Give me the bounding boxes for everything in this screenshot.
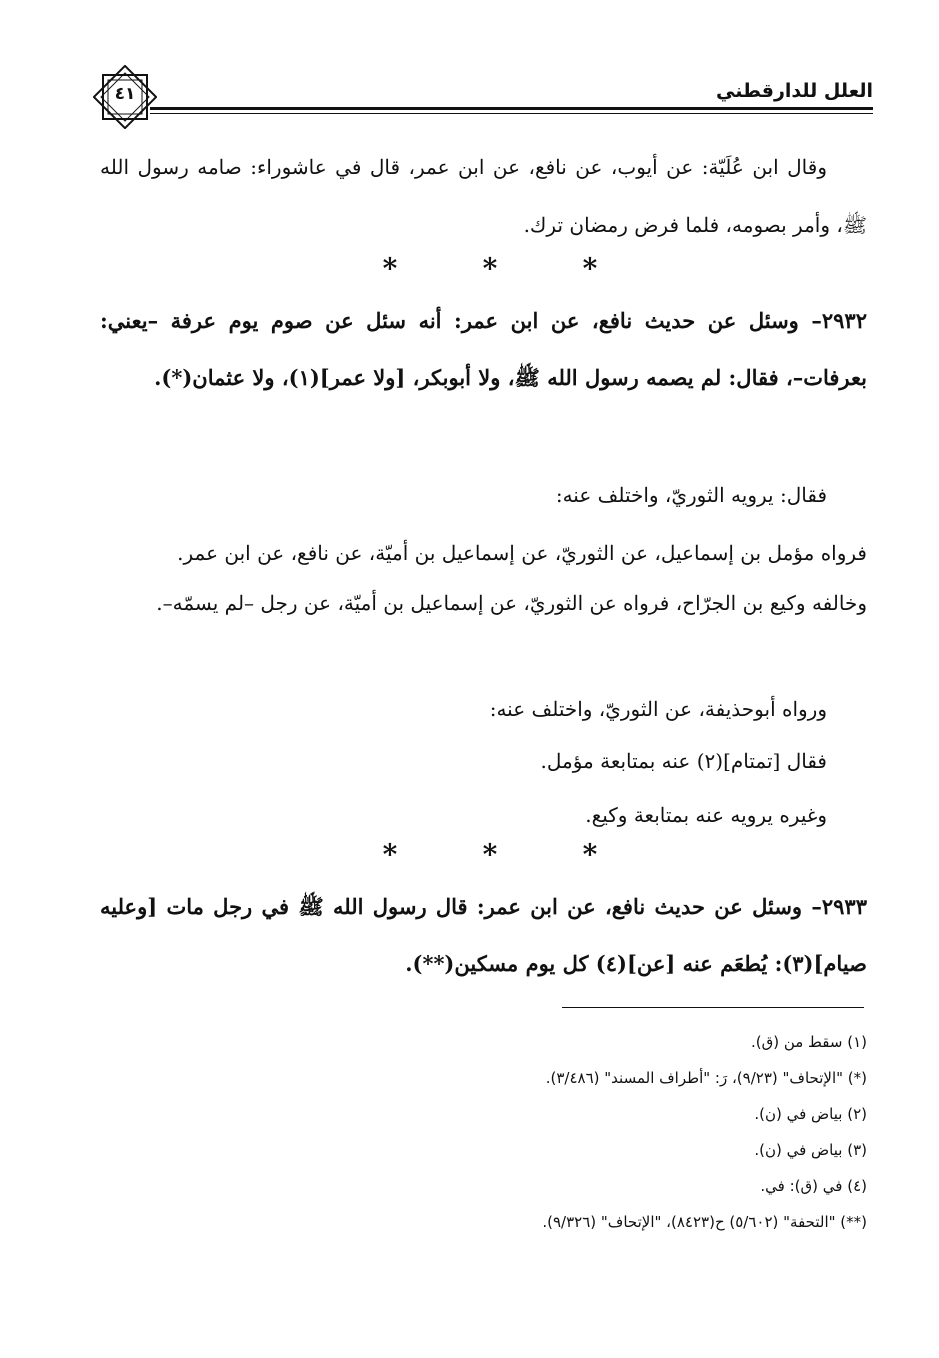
footnote: (**) "التحفة" (٥/٦٠٢) ح(٨٤٢٣)، "الإتحاف" (٩/٣٢٦).	[542, 1213, 867, 1231]
footnote: (*) "الإتحاف" (٩/٢٣)، رَ: "أطراف المسند" (٣/٤٨٦).	[545, 1069, 867, 1087]
running-title: العلل للدارقطني	[716, 80, 873, 102]
question-2932: ٢٩٣٢– وسئل عن حديث نافع، عن ابن عمر: أنه سئل عن صوم يوم عرفة –يعني: بعرفات–، فقال: لم يصمه رسول الله ﷺ، ولا أبوبكر، [ولا عمر](١)، ولا عثمان(*).	[100, 308, 867, 390]
separator-star: *	[482, 252, 498, 285]
paragraph-abu-hudhayfa: ورواه أبوحذيفة، عن الثوريّ، واختلف عنه:	[489, 697, 827, 721]
footnote: (١) سقط من (ق).	[750, 1033, 867, 1051]
footnote-rule	[562, 1007, 864, 1008]
question-2933: ٢٩٣٣– وسئل عن حديث نافع، عن ابن عمر: قال رسول الله ﷺ في رجل مات [وعليه صيام](٣): يُطعَم عنه [عن](٤) كل يوم مسكين(**).	[100, 894, 867, 976]
page-number: ٤١	[114, 84, 136, 104]
footnote: (٢) بياض في (ن).	[754, 1105, 867, 1123]
footnote: (٤) في (ق): في.	[760, 1177, 867, 1195]
header-rule-thin	[150, 113, 873, 114]
footnotes	[100, 1024, 867, 1240]
paragraph-ibn-ulayya: وقال ابن عُلَيّة: عن أيوب، عن نافع، عن ابن عمر، قال في عاشوراء: صامه رسول الله ﷺ، وأمر بصومه، فلما فرض رمضان ترك.	[100, 155, 867, 237]
paragraph-tamtam: فقال [تمتام](٢) عنه بمتابعة مؤمل.	[540, 749, 827, 773]
paragraph-waki: وخالفه وكيع بن الجرّاح، فرواه عن الثوريّ، عن إسماعيل بن أميّة، عن رجل –لم يسمّه–.	[156, 591, 867, 615]
separator-star: *	[382, 838, 398, 871]
separator-star: *	[582, 838, 598, 871]
page-number-badge	[93, 65, 157, 129]
paragraph-answer-intro: فقال: يرويه الثوريّ، واختلف عنه:	[555, 483, 827, 507]
separator-star: *	[382, 252, 398, 285]
footnote: (٣) بياض في (ن).	[754, 1141, 867, 1159]
separator-star: *	[582, 252, 598, 285]
separator-star: *	[482, 838, 498, 871]
header-rule	[150, 107, 873, 110]
paragraph-others: وغيره يرويه عنه بمتابعة وكيع.	[585, 803, 827, 827]
paragraph-muammal: فرواه مؤمل بن إسماعيل، عن الثوريّ، عن إسماعيل بن أميّة، عن نافع، عن ابن عمر.	[177, 541, 867, 565]
section-separator	[380, 838, 600, 871]
section-separator	[380, 252, 600, 285]
